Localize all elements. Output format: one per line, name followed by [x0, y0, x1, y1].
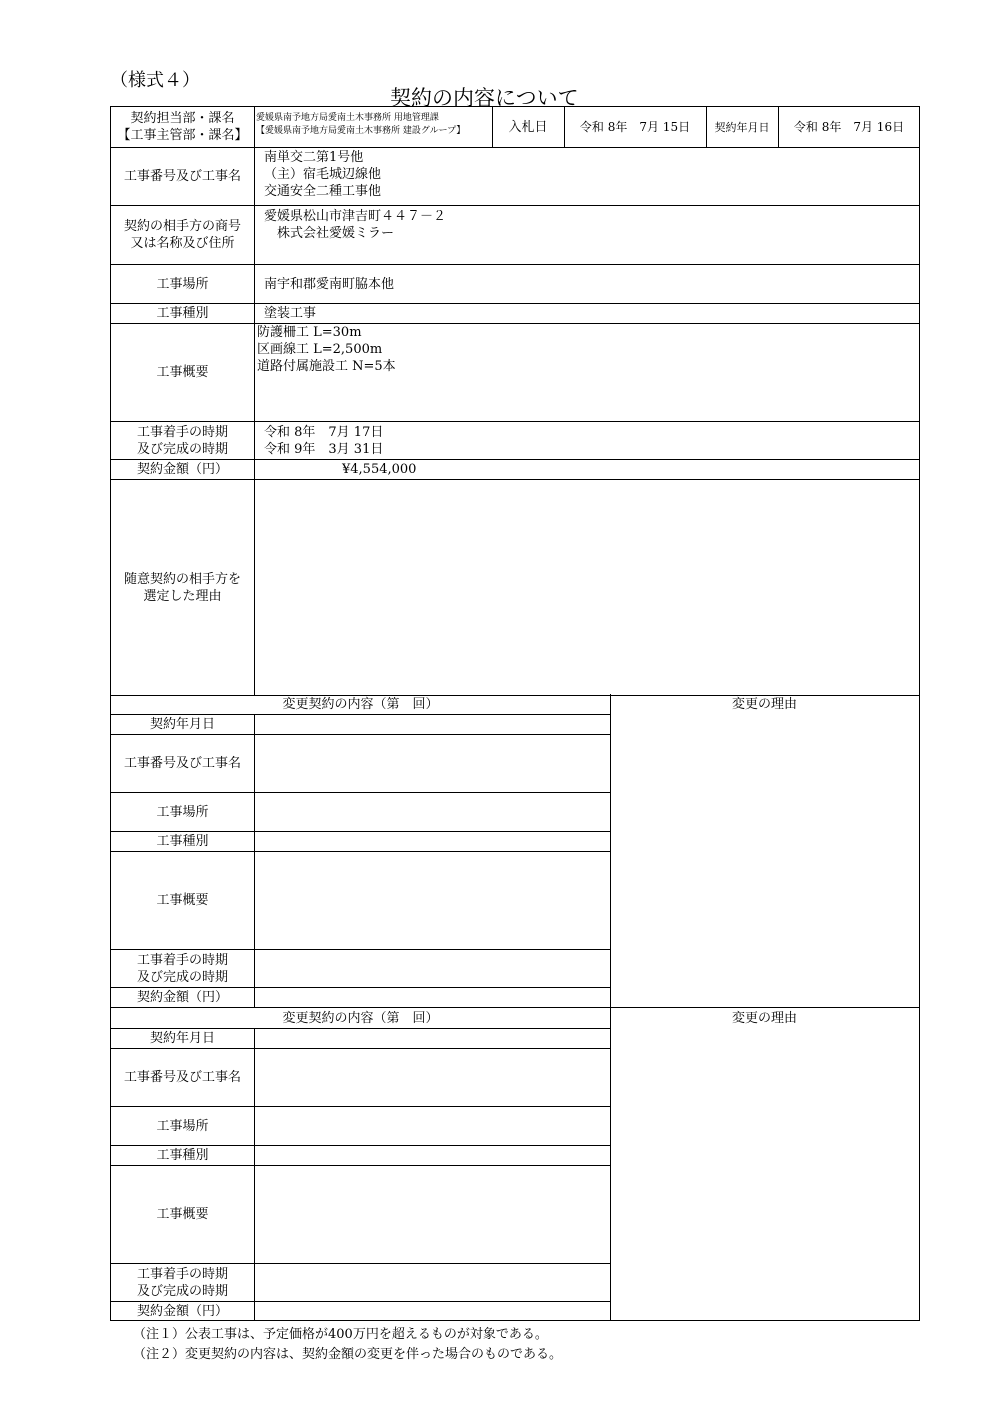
period-label-line1: 工事着手の時期	[136, 424, 228, 440]
amount-row	[111, 459, 919, 479]
change1-header-row	[111, 694, 919, 714]
period-end: 令和 9年 3月 31日	[264, 442, 384, 457]
selection-reason-row	[111, 479, 919, 695]
contract-table	[110, 106, 920, 696]
type-value: 塗装工事	[264, 306, 317, 321]
contractor-address: 愛媛県松山市津吉町４４７－２	[264, 209, 447, 224]
period-label	[111, 422, 254, 459]
change2-period-label-line2: 及び完成の時期	[136, 1283, 228, 1299]
summary-label: 工事概要	[156, 365, 209, 380]
work-number-row	[111, 147, 919, 205]
selection-reason-line1: 随意契約の相手方を	[123, 571, 241, 587]
contractor-label-line1: 契約の相手方の商号	[123, 219, 241, 234]
type-row	[111, 303, 919, 323]
contractor-name: 株式会社愛媛ミラー	[264, 226, 395, 241]
bid-date-label: 入札日	[508, 119, 548, 135]
dept-value	[256, 107, 491, 147]
change2-header-right: 変更の理由	[731, 1010, 797, 1026]
amount-label: 契約金額（円）	[136, 462, 228, 477]
contractor-label	[111, 206, 254, 264]
period-value	[254, 422, 919, 459]
change1-amount-label: 契約金額（円）	[136, 990, 228, 1005]
period-start: 令和 8年 7月 17日	[264, 425, 384, 440]
period-label-line2: 及び完成の時期	[136, 441, 228, 457]
selection-reason-line2: 選定した理由	[143, 588, 222, 604]
change2-date-label: 契約年月日	[149, 1031, 215, 1046]
bid-date-value: 令和 8年 7月 15日	[579, 119, 691, 134]
place-row	[111, 264, 919, 303]
change-table-2	[110, 1007, 920, 1321]
change1-type-label: 工事種別	[156, 834, 209, 849]
work-number-label: 工事番号及び工事名	[123, 169, 241, 184]
change1-period-label	[111, 950, 254, 987]
change2-work-number-label: 工事番号及び工事名	[123, 1070, 241, 1085]
change2-period-label-line1: 工事着手の時期	[136, 1266, 228, 1282]
change1-period-label-line2: 及び完成の時期	[136, 969, 228, 985]
dept-label-line2: 【工事主管部・課名】	[117, 128, 248, 143]
form-number-label: （様式４）	[110, 70, 200, 91]
change-table-1	[110, 694, 920, 1008]
amount-value: ¥4,554,000	[342, 462, 417, 477]
work-number-value	[254, 148, 919, 205]
contractor-value	[254, 206, 919, 264]
contract-date-value: 令和 8年 7月 16日	[793, 119, 905, 134]
dept-value-line1: 愛媛県南予地方局愛南土木事務所 用地管理課	[256, 113, 439, 123]
change2-amount-label: 契約金額（円）	[136, 1304, 228, 1319]
change1-work-number-label: 工事番号及び工事名	[123, 756, 241, 771]
change2-header-row	[111, 1008, 919, 1028]
page-title: 契約の内容について	[390, 86, 579, 110]
change1-place-label: 工事場所	[156, 804, 209, 820]
change2-summary-label: 工事概要	[156, 1207, 209, 1222]
type-label: 工事種別	[156, 306, 209, 321]
period-row	[111, 421, 919, 459]
summary-value	[254, 324, 919, 421]
selection-reason-label	[111, 480, 254, 695]
dept-value-line2: 【愛媛県南予地方局愛南土木事務所 建設グループ】	[256, 126, 466, 136]
summary-line2: 区画線工 L=2,500m	[257, 342, 383, 357]
dept-label-line1: 契約担当部・課名	[130, 111, 235, 126]
work-number-line2: （主）宿毛城辺線他	[264, 167, 382, 182]
change2-header-left: 変更契約の内容（第 回）	[282, 1010, 439, 1026]
change2-period-label	[111, 1264, 254, 1301]
summary-row	[111, 323, 919, 421]
change1-header-right: 変更の理由	[731, 696, 797, 712]
change1-period-label-line1: 工事着手の時期	[136, 952, 228, 968]
note-2: （注２）変更契約の内容は、契約金額の変更を伴った場合のものである。	[133, 1347, 563, 1362]
change1-date-label: 契約年月日	[149, 717, 215, 732]
work-number-line1: 南単交二第1号他	[264, 150, 364, 165]
contractor-label-line2: 又は名称及び住所	[130, 236, 235, 251]
place-label: 工事場所	[156, 276, 209, 292]
summary-line1: 防護柵工 L=30m	[257, 325, 362, 340]
dept-label	[111, 107, 254, 147]
change2-place-label: 工事場所	[156, 1118, 209, 1134]
note-1: （注１）公表工事は、予定価格が400万円を超えるものが対象である。	[133, 1327, 548, 1342]
change2-type-label: 工事種別	[156, 1148, 209, 1163]
contract-date-label: 契約年月日	[714, 120, 770, 134]
change1-header-left: 変更契約の内容（第 回）	[282, 696, 439, 712]
work-number-line3: 交通安全二種工事他	[264, 184, 382, 199]
header-row	[111, 107, 919, 147]
change1-summary-label: 工事概要	[156, 893, 209, 908]
contractor-row	[111, 205, 919, 264]
summary-line3: 道路付属施設工 N=5本	[257, 359, 396, 374]
place-value: 南宇和郡愛南町脇本他	[264, 276, 395, 292]
